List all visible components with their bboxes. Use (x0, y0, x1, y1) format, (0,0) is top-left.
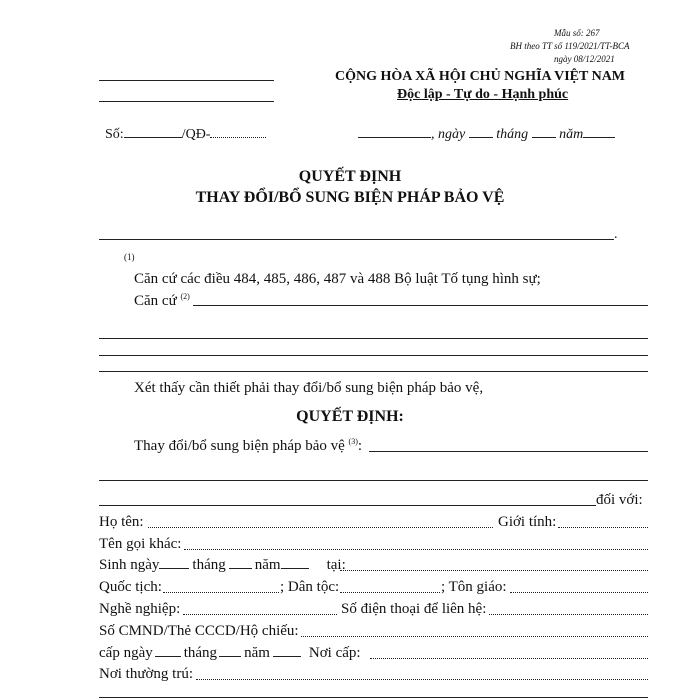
quoc-tich-label: Quốc tịch: (99, 579, 162, 595)
cap-month-field[interactable] (219, 655, 241, 657)
change-line-2[interactable] (99, 480, 648, 481)
cap-day-field[interactable] (155, 655, 181, 657)
gioi-tinh-field[interactable] (558, 527, 648, 528)
issuer-line[interactable] (99, 239, 614, 240)
agency-line-2[interactable] (99, 101, 274, 102)
nam-label: năm (559, 127, 584, 142)
cap-year-field[interactable] (273, 655, 301, 657)
sdt-field[interactable] (489, 614, 648, 615)
qd-field[interactable] (210, 136, 266, 138)
sinh-nam-label: năm (254, 557, 281, 573)
day-field[interactable] (469, 136, 493, 138)
noi-thuong-tru-line-2[interactable] (99, 697, 648, 698)
motto: Độc lập - Tự do - Hạnh phúc (397, 87, 569, 102)
form-date: ngày 08/12/2021 (554, 54, 615, 64)
ten-goi-khac-field[interactable] (184, 549, 648, 550)
basis-2-field[interactable] (193, 305, 648, 306)
place-field[interactable] (358, 136, 431, 138)
change-label: Thay đổi/bổ sung biện pháp bảo vệ (134, 438, 345, 454)
blank-line-1[interactable] (99, 338, 648, 339)
cap-ngay-label: cấp ngày (99, 645, 153, 661)
quoc-tich-field[interactable] (163, 592, 279, 593)
agency-line-1[interactable] (99, 80, 274, 81)
cap-thang-label: tháng (183, 645, 218, 661)
change-field[interactable] (369, 451, 648, 452)
noi-cap-label: Nơi cấp: (308, 645, 361, 661)
tai-label: tại: (326, 557, 346, 573)
cmnd-field[interactable] (301, 636, 648, 637)
nghe-nghiep-field[interactable] (183, 614, 337, 615)
sinh-month-field[interactable] (229, 567, 252, 569)
date-row (358, 127, 615, 143)
noi-thuong-tru-field[interactable] (196, 679, 648, 680)
note-2: (2) (180, 292, 190, 301)
basis-2-row (134, 292, 190, 310)
number-row (105, 127, 266, 143)
ten-goi-khac-label: Tên gọi khác: (99, 536, 182, 552)
consider-text: Xét thấy cần thiết phải thay đổi/bổ sung biện pháp bảo vệ, (134, 380, 484, 396)
national-title: CỘNG HÒA XÃ HỘI CHỦ NGHĨA VIỆT NAM (335, 69, 626, 84)
so-field[interactable] (124, 136, 182, 138)
ngay-label: , ngày (431, 127, 466, 142)
issuer-dot: . (614, 227, 618, 242)
change-row: Thay đổi/bổ sung biện pháp bảo vệ $^{(3)}$: (134, 437, 363, 454)
doi-voi-label: đối với: (596, 492, 643, 508)
form-number: Mẫu số: 267 (554, 28, 600, 38)
blank-line-3[interactable] (99, 371, 648, 372)
sinh-ngay-label: Sinh ngày (99, 557, 160, 573)
nghe-nghiep-label: Nghề nghiệp: (99, 601, 181, 617)
document-title: QUYẾT ĐỊNH (298, 168, 402, 185)
change-line-3[interactable] (99, 505, 596, 506)
ho-ten-label: Họ tên: (99, 514, 144, 530)
note-3: (3) (348, 437, 358, 446)
sdt-label: Số điện thoại để liên hệ: (341, 601, 487, 617)
noi-cap-field[interactable] (370, 658, 648, 659)
ton-giao-field[interactable] (510, 592, 648, 593)
sinh-ngay-row (99, 557, 346, 574)
sinh-day-field[interactable] (159, 567, 189, 569)
cmnd-label: Số CMND/Thẻ CCCD/Hộ chiếu: (99, 623, 299, 639)
document-subtitle: THAY ĐỔI/BỔ SUNG BIỆN PHÁP BẢO VỆ (195, 189, 505, 206)
note-1: (1) (124, 252, 135, 262)
gioi-tinh-label: Giới tính: (498, 514, 557, 530)
cap-nam-label: năm (244, 645, 270, 661)
ho-ten-field[interactable] (148, 527, 493, 528)
cap-ngay-row (99, 645, 361, 662)
form-issued-by: BH theo TT số 119/2021/TT-BCA (510, 41, 630, 51)
dan-toc-label: ; Dân tộc: (280, 579, 340, 595)
qd-label: /QĐ- (181, 127, 211, 142)
so-label: Số: (105, 127, 124, 142)
thang-label: tháng (496, 127, 529, 142)
decision-label: QUYẾT ĐỊNH (296, 408, 399, 425)
year-field[interactable] (583, 136, 615, 138)
basis-1: Căn cứ các điều 484, 485, 486, 487 và 488 Bộ luật Tố tụng hình sự; (134, 271, 541, 287)
tai-field[interactable] (340, 570, 648, 571)
month-field[interactable] (532, 136, 556, 138)
noi-thuong-tru-label: Nơi thường trú: (99, 666, 193, 682)
sinh-year-field[interactable] (281, 567, 309, 569)
dan-toc-field[interactable] (340, 592, 440, 593)
blank-line-2[interactable] (99, 355, 648, 356)
basis-2-label: Căn cứ (134, 293, 177, 309)
decision-heading: QUYẾT ĐỊNH: (296, 408, 404, 425)
sinh-thang-label: tháng (192, 557, 226, 573)
ton-giao-label: ; Tôn giáo: (441, 579, 507, 595)
